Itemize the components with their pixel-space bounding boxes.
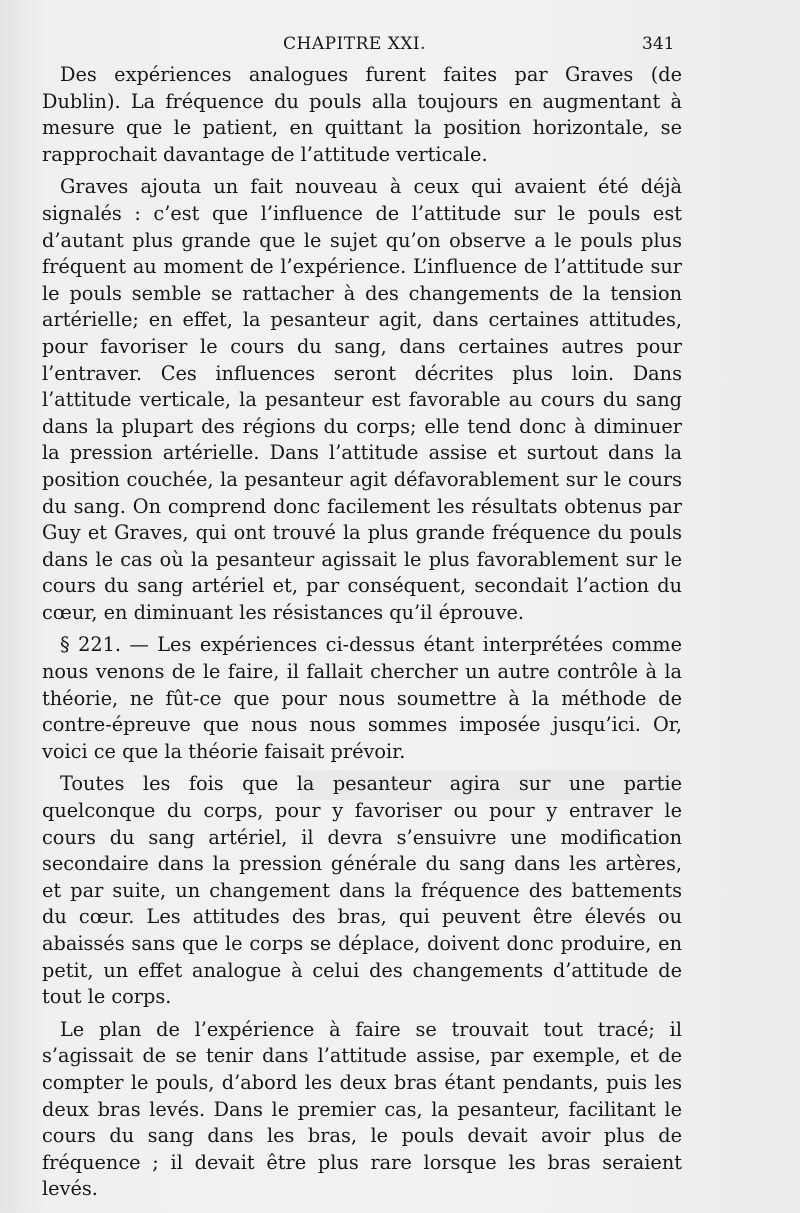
paragraph: Des expériences analogues furent faites par Graves (de Dublin). La fréquence du pouls alla toujours en augmentant à mesure que le patient, en quittant la position horizontale, se rapprochait davantage de l’attitude verticale. bbox=[42, 63, 682, 166]
paragraph: Toutes les fois que la pesanteur agira sur une partie quelconque du corps, pour y favoriser ou pour y entraver le cours du sang artériel, il devra s’ensuivre une modification secondaire dans la pression générale du sang dans les artères, et par suite, un changement dans la fréquence des battements du cœur. Les attitudes des bras, qui peuvent être élevés ou abaissés sans que le corps se déplace, doivent donc produire, en petit, un effet analogue à celui des changements d’attitude de tout le corps. bbox=[42, 772, 682, 1009]
paragraph: § 221. — Les expériences ci-dessus étant interprétées comme nous venons de le faire, il fallait chercher un autre contrôle à la théorie, ne fût-ce que pour nous soumettre à la méthode de contre-épreuve que nous nous sommes imposée jusqu’ici. Or, voici ce que la théorie faisait prévoir. bbox=[42, 633, 682, 763]
paragraph: Graves ajouta un fait nouveau à ceux qui avaient été déjà signalés : c’est que l’influence de l’attitude sur le pouls est d’autant plus grande que le sujet qu’on observe a le pouls plus fréquent au moment de l’expérience. L’influence de l’attitude sur le pouls semble se rattacher à des changements de la tension artérielle; en effet, la pesanteur agit, dans certaines attitudes, pour favoriser le cours du sang, dans certaines autres pour l’entraver. Ces influences seront décrites plus loin. Dans l’attitude verticale, la pesanteur est favorable au cours du sang dans la plupart des régions du corps; elle tend donc à diminuer la pression artérielle. Dans l’attitude assise et surtout dans la position couchée, la pesanteur agit défavorablement sur le cours du sang. On comprend donc facilement les résultats obtenus par Guy et Graves, qui ont trouvé la plus grande fréquence du pouls dans le cas où la pesanteur agissait le plus favorablement sur le cours du sang artériel et, par conséquent, secondait l’action du cœur, en diminuant les résistances qu’il éprouve. bbox=[42, 175, 682, 624]
running-header bbox=[0, 30, 800, 60]
chapter-title: CHAPITRE XXI. bbox=[283, 34, 427, 54]
paragraph: Le plan de l’expérience à faire se trouvait tout tracé; il s’agissait de se tenir dans l’attitude assise, par exemple, et de compter le pouls, d’abord les deux bras étant pendants, puis les deux bras levés. Dans le premier cas, la pesanteur, facilitant le cours du sang dans les bras, le pouls devait avoir plus de fréquence ; il devait être plus rare lorsque les bras seraient levés. bbox=[42, 1017, 682, 1201]
body-text bbox=[42, 62, 682, 1209]
page-number: 341 bbox=[642, 34, 675, 54]
